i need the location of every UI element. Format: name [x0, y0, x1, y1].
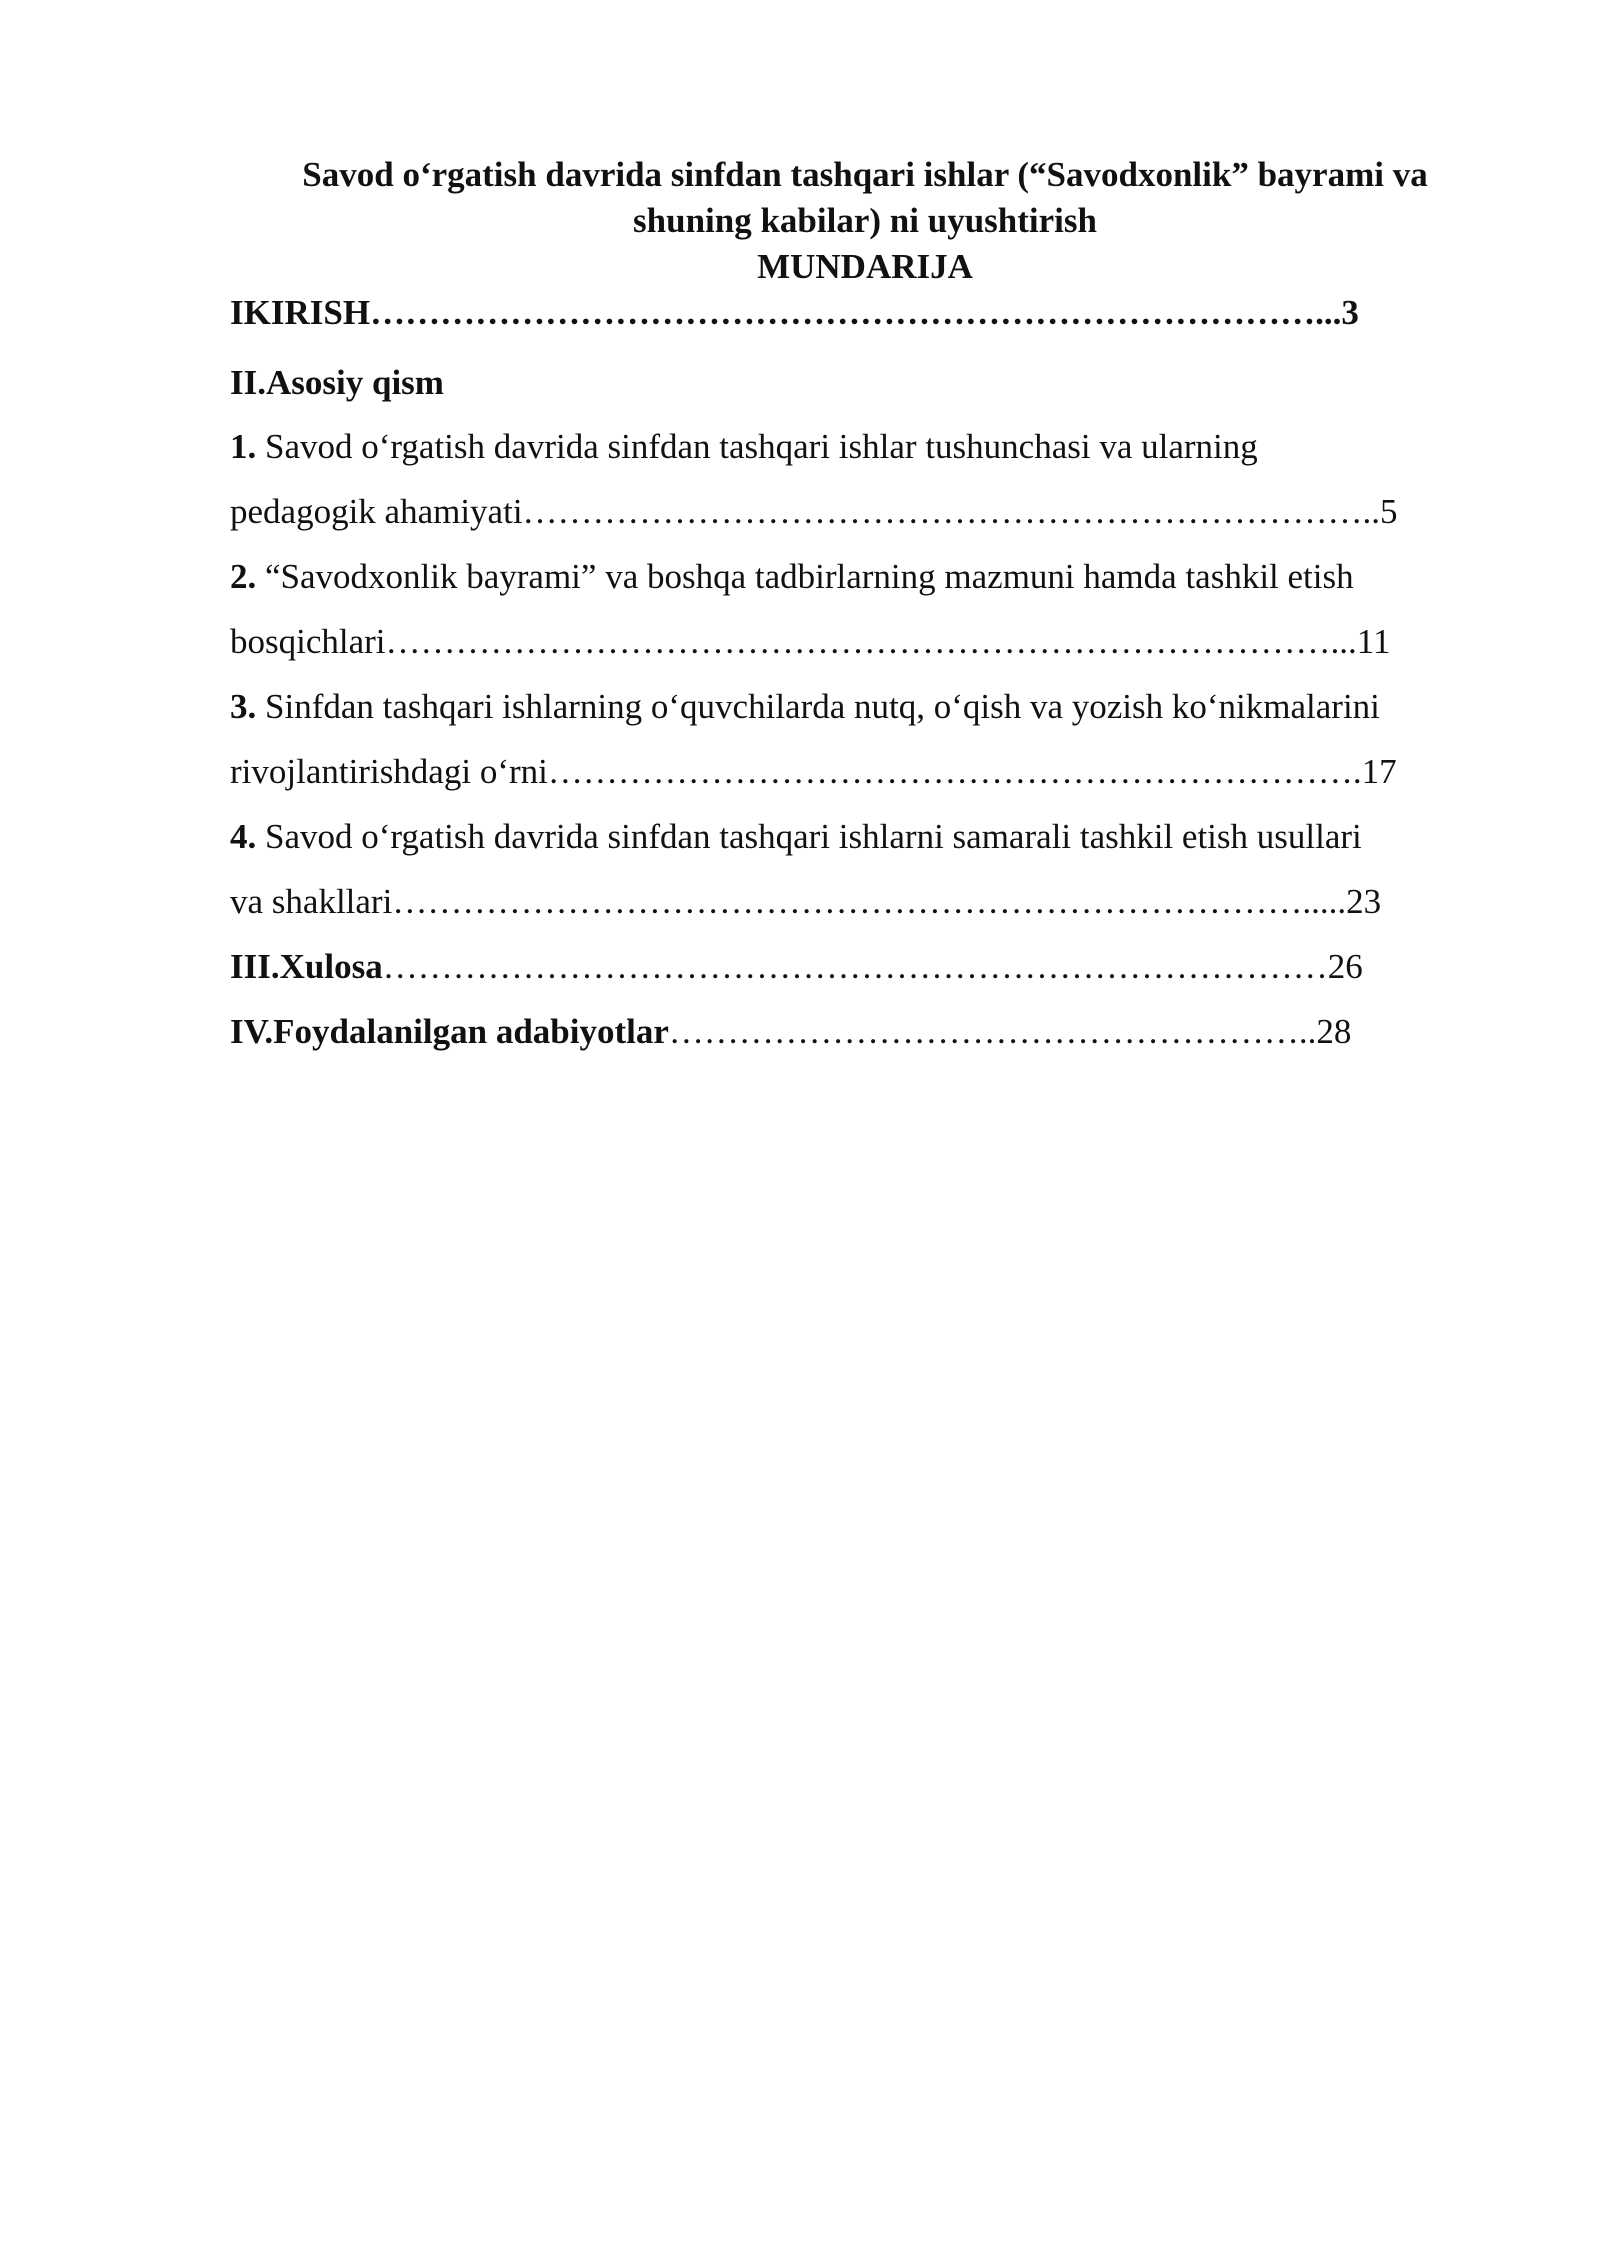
toc-dot-leader: ……………………………………………………………….. — [522, 492, 1381, 531]
toc-dot-leader: ………………………………………………………………………... — [385, 622, 1357, 661]
toc-entry-text: bosqichlari — [230, 622, 386, 661]
toc-page-number: 11 — [1356, 622, 1391, 661]
toc-entry-text: Sinfdan tashqari ishlarning o‘quvchilarda nutq, o‘qish va yozish ko‘nikmalarini — [256, 687, 1380, 726]
toc-entry-label: IV.Foydalanilgan adabiyotlar — [230, 1012, 669, 1051]
toc-dot-leader: ……………………………………………………………………..... — [392, 882, 1347, 921]
toc-entry-text: pedagogik ahamiyati — [230, 492, 523, 531]
toc-dot-leader: ……………………………………………………………………… — [382, 947, 1328, 986]
toc-entry-text: va shakllari — [230, 882, 393, 921]
toc-page-number: 28 — [1316, 1012, 1352, 1051]
toc-entry-number: 3. — [230, 687, 257, 726]
toc-page-number: 17 — [1361, 752, 1397, 791]
toc-entry-number: 1. — [230, 427, 257, 466]
document-title — [230, 152, 1500, 290]
toc-dot-leader: ………………………………………………………………………... — [370, 293, 1342, 332]
toc-entry-3-line-2 — [230, 749, 1397, 795]
toc-entry-references — [230, 1009, 1351, 1055]
toc-entry-4-line-1 — [230, 814, 1362, 860]
toc-entry-text: Savod o‘rgatish davrida sinfdan tashqari ishlar tushunchasi va ularning — [256, 427, 1258, 466]
toc-entry-4-line-2 — [230, 879, 1381, 925]
toc-dot-leader: ……………………………………………………………. — [547, 752, 1362, 791]
toc-entry-3-line-1 — [230, 684, 1380, 730]
toc-entry-label: III.Xulosa — [230, 947, 383, 986]
toc-entry-number: 2. — [230, 557, 257, 596]
toc-entry-text: rivojlantirishdagi o‘rni — [230, 752, 548, 791]
toc-heading: MUNDARIJA — [757, 247, 973, 286]
toc-entry-2-line-2 — [230, 619, 1390, 665]
toc-entry-2-line-1 — [230, 554, 1354, 600]
toc-entry-conclusion — [230, 944, 1363, 990]
toc-entry-1-line-2 — [230, 489, 1398, 535]
toc-entry-intro — [230, 290, 1359, 336]
toc-entry-1-line-1 — [230, 424, 1258, 470]
toc-page-number: 3 — [1341, 293, 1359, 332]
toc-entry-label: IKIRISH — [230, 293, 371, 332]
toc-page-number: 5 — [1380, 492, 1398, 531]
toc-page-number: 26 — [1327, 947, 1363, 986]
title-line-2: shuning kabilar) ni uyushtirish — [633, 201, 1097, 240]
toc-entry-text: “Savodxonlik bayrami” va boshqa tadbirlarning mazmuni hamda tashkil etish — [256, 557, 1354, 596]
toc-page-number: 23 — [1346, 882, 1382, 921]
title-line-1: Savod o‘rgatish davrida sinfdan tashqari ishlar (“Savodxonlik” bayrami va — [302, 155, 1428, 194]
toc-entry-number: 4. — [230, 817, 257, 856]
toc-dot-leader: ……………………………………………….. — [668, 1012, 1317, 1051]
toc-entry-text: Savod o‘rgatish davrida sinfdan tashqari ishlarni samarali tashkil etish usullari — [256, 817, 1362, 856]
toc-entry-main-part: II.Asosiy qism — [230, 363, 444, 402]
